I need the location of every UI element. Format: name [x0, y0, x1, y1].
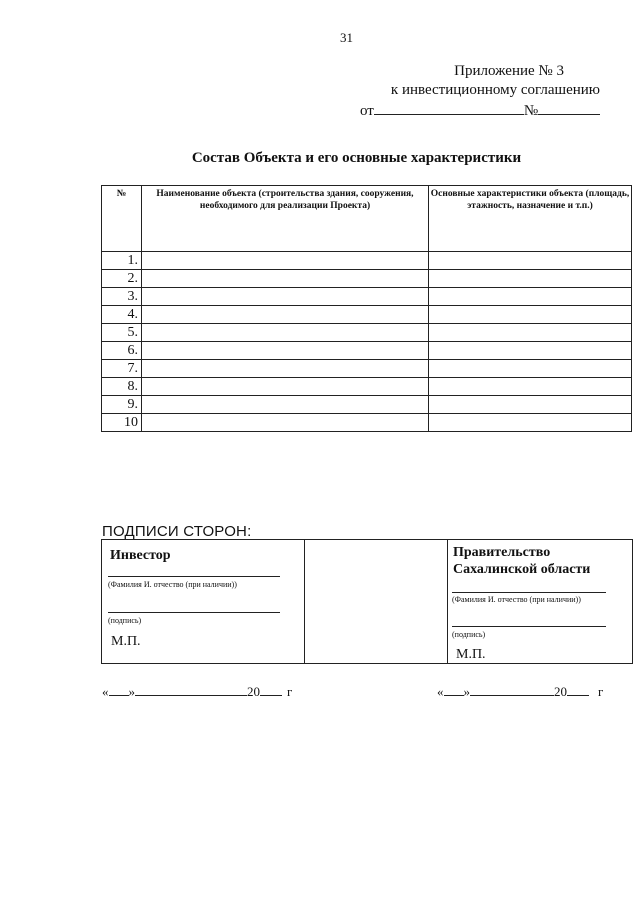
- investor-signature-hint: (подпись): [108, 616, 142, 625]
- signatures-spacer: [305, 540, 448, 664]
- appendix-subtitle: к инвестиционному соглашению: [390, 82, 600, 98]
- object-composition-table: [101, 185, 632, 432]
- investor-name: Инвестор: [110, 548, 171, 563]
- characteristics-cell[interactable]: [429, 306, 632, 324]
- column-header-characteristics: Основные характеристики объекта (площадь, этажность, назначение и т.п.): [429, 186, 632, 252]
- year-blank[interactable]: [260, 683, 282, 696]
- number-blank[interactable]: [538, 100, 600, 115]
- close-quote: »: [128, 684, 135, 699]
- government-signature-line[interactable]: [452, 626, 606, 627]
- year-blank[interactable]: [567, 683, 589, 696]
- object-name-cell[interactable]: [142, 270, 429, 288]
- government-stamp: М.П.: [456, 647, 486, 662]
- year-suffix: г: [287, 684, 293, 699]
- characteristics-cell[interactable]: [429, 360, 632, 378]
- investor-fio-hint: (Фамилия И. отчество (при наличии)): [108, 580, 237, 589]
- object-name-cell[interactable]: [142, 324, 429, 342]
- month-blank[interactable]: [135, 683, 247, 696]
- characteristics-cell[interactable]: [429, 396, 632, 414]
- appendix-date-number: [360, 100, 610, 121]
- open-quote: «: [437, 684, 444, 699]
- table-row: [102, 270, 632, 288]
- investor-date-line: [102, 683, 292, 700]
- open-quote: «: [102, 684, 109, 699]
- table-row: [102, 414, 632, 432]
- table-row: [102, 288, 632, 306]
- close-quote: »: [463, 684, 470, 699]
- characteristics-cell[interactable]: [429, 288, 632, 306]
- government-fio-line[interactable]: [452, 592, 606, 593]
- investor-stamp: М.П.: [111, 634, 141, 649]
- government-name-line2: Сахалинской области: [453, 562, 591, 577]
- month-blank[interactable]: [470, 683, 554, 696]
- characteristics-cell[interactable]: [429, 378, 632, 396]
- row-number: 6.: [102, 342, 142, 360]
- object-name-cell[interactable]: [142, 288, 429, 306]
- table-header-row: [102, 186, 632, 252]
- row-number: 9.: [102, 396, 142, 414]
- table-row: [102, 360, 632, 378]
- column-header-object-name: Наименование объекта (строительства здания, сооружения, необходимого для реализации Проекта): [142, 186, 429, 252]
- table-row: [102, 324, 632, 342]
- row-number: 5.: [102, 324, 142, 342]
- row-number: 1.: [102, 252, 142, 270]
- row-number: 2.: [102, 270, 142, 288]
- document-title: Состав Объекта и его основные характеристики: [191, 150, 522, 166]
- investor-block: [102, 540, 305, 664]
- table-row: [102, 252, 632, 270]
- row-number: 8.: [102, 378, 142, 396]
- column-header-number: №: [102, 186, 142, 252]
- year-prefix: 20: [247, 684, 260, 699]
- row-number: 7.: [102, 360, 142, 378]
- signatures-table: [101, 539, 633, 664]
- characteristics-cell[interactable]: [429, 252, 632, 270]
- table-row: [102, 378, 632, 396]
- government-date-line: [437, 683, 603, 700]
- page-number: 31: [340, 30, 353, 45]
- object-name-cell[interactable]: [142, 378, 429, 396]
- table-row: [102, 396, 632, 414]
- table-row: [102, 306, 632, 324]
- object-name-cell[interactable]: [142, 306, 429, 324]
- day-blank[interactable]: [444, 683, 464, 696]
- object-name-cell[interactable]: [142, 414, 429, 432]
- object-name-cell[interactable]: [142, 252, 429, 270]
- object-name-cell[interactable]: [142, 342, 429, 360]
- from-label: от: [360, 103, 374, 119]
- signatures-heading: ПОДПИСИ СТОРОН:: [102, 523, 252, 540]
- row-number: 4.: [102, 306, 142, 324]
- date-blank[interactable]: [374, 100, 524, 115]
- table-row: [102, 342, 632, 360]
- appendix-block: [330, 62, 610, 121]
- investor-fio-line[interactable]: [108, 576, 280, 577]
- year-suffix: г: [598, 684, 604, 699]
- characteristics-cell[interactable]: [429, 342, 632, 360]
- government-name-line1: Правительство: [453, 545, 551, 560]
- government-signature-hint: (подпись): [452, 630, 486, 639]
- government-fio-hint: (Фамилия И. отчество (при наличии)): [452, 595, 581, 604]
- characteristics-cell[interactable]: [429, 414, 632, 432]
- characteristics-cell[interactable]: [429, 270, 632, 288]
- row-number: 10: [102, 414, 142, 432]
- object-name-cell[interactable]: [142, 396, 429, 414]
- characteristics-cell[interactable]: [429, 324, 632, 342]
- appendix-title: Приложение № 3: [454, 63, 564, 79]
- year-prefix: 20: [554, 684, 567, 699]
- day-blank[interactable]: [109, 683, 129, 696]
- number-label: №: [523, 103, 539, 119]
- row-number: 3.: [102, 288, 142, 306]
- object-name-cell[interactable]: [142, 360, 429, 378]
- investor-signature-line[interactable]: [108, 612, 280, 613]
- government-block: [448, 540, 633, 664]
